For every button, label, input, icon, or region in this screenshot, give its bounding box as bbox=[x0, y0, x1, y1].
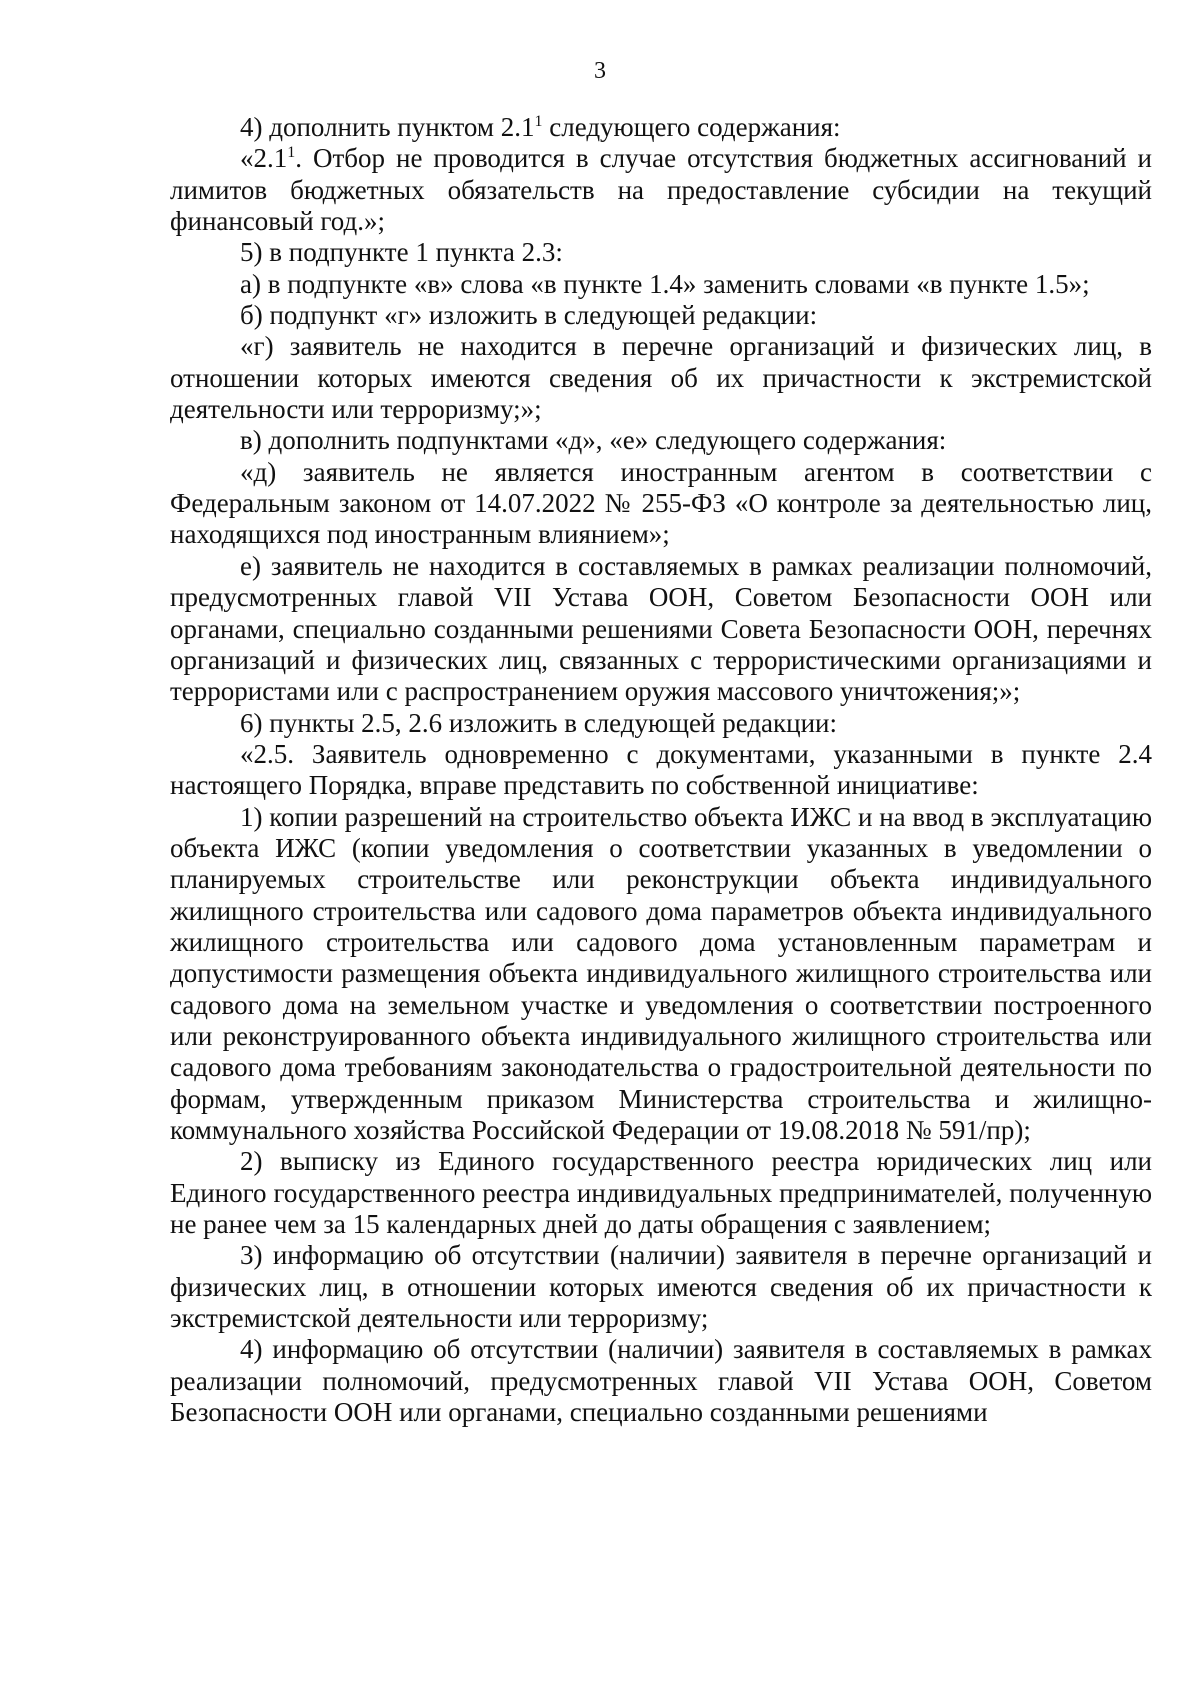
paragraph-6: «г) заявитель не находится в перечне организаций и физических лиц, в отношении которых имеются сведения об их причастности к экстремистской деятельности или терроризму;»; bbox=[170, 331, 1152, 425]
page-number: 3 bbox=[594, 58, 606, 84]
paragraph-1: 4) дополнить пунктом $2.1^1$ следующего содержания: bbox=[240, 112, 841, 142]
paragraph-7: в) дополнить подпунктами «д», «е» следующего содержания: bbox=[240, 425, 947, 456]
superscript: 1 bbox=[287, 144, 296, 162]
paragraph-8: «д) заявитель не является иностранным агентом в соответствии с Федеральным законом от 14.07.2022 № 255-ФЗ «О контроле за деятельностью лиц, находящихся под иностранным влиянием»; bbox=[170, 456, 1152, 550]
paragraph-4: а) в подпункте «в» слова «в пункте 1.4» заменить словами «в пункте 1.5»; bbox=[240, 268, 1090, 299]
paragraph-14: 3) информацию об отсутствии (наличии) заявителя в перечне организаций и физических лиц, в отношении которых имеются сведения об их причастности к экстремистской деятельности или терроризму; bbox=[170, 1240, 1152, 1334]
paragraph-12: 1) копии разрешений на строительство объекта ИЖС и на ввод в эксплуатацию объекта ИЖС (копии уведомления о соответствии указанных в уведомлении о планируемых строительстве или реконструкции объекта индивидуального жилищного строительства или садового дома параметров объекта индивидуального жилищного строительства или садового дома установленным параметрам и допустимости размещения объекта индивидуального жилищного строительства или садового дома на земельном участке и уведомления о соответствии построенного или реконструированного объекта индивидуального жилищного строительства или садового дома требованиям законодательства о градостроительной деятельности по формам, утвержденным приказом Министерства строительства и жилищно-коммунального хозяйства Российской Федерации от 19.08.2018 № 591/пр); bbox=[170, 801, 1152, 1145]
paragraph-11: «2.5. Заявитель одновременно с документами, указанными в пункте 2.4 настоящего Порядка, вправе представить по собственной инициативе: bbox=[170, 738, 1152, 801]
paragraph-13: 2) выписку из Единого государственного реестра юридических лиц или Единого государственного реестра индивидуальных предпринимателей, полученную не ранее чем за 15 календарных дней до даты обращения с заявлением; bbox=[170, 1146, 1152, 1240]
superscript: 1 bbox=[534, 113, 543, 130]
paragraph-15: 4) информацию об отсутствии (наличии) заявителя в составляемых в рамках реализации полномочий, предусмотренных главой VII Устава ООН, Советом Безопасности ООН или органами, специально созданными решениями bbox=[170, 1334, 1152, 1428]
paragraph-9: е) заявитель не находится в составляемых в рамках реализации полномочий, предусмотренных главой VII Устава ООН, Советом Безопасности ООН или органами, специально созданными решениями Совета Безопасности ООН, перечнях организаций и физических лиц, связанных с террористическими организациями и террористами или с распространением оружия массового уничтожения;»; bbox=[170, 550, 1152, 707]
document-body bbox=[170, 112, 1152, 1428]
paragraph-2: «$2.1^1$. Отбор не проводится в случае отсутствия бюджетных ассигнований и лимитов бюджетных обязательств на предоставление субсидии на текущий финансовый год.»; bbox=[170, 143, 1152, 237]
paragraph-5: б) подпункт «г» изложить в следующей редакции: bbox=[240, 300, 818, 331]
paragraph-3: 5) в подпункте 1 пункта 2.3: bbox=[240, 237, 563, 268]
paragraph-10: 6) пункты 2.5, 2.6 изложить в следующей редакции: bbox=[240, 707, 838, 738]
